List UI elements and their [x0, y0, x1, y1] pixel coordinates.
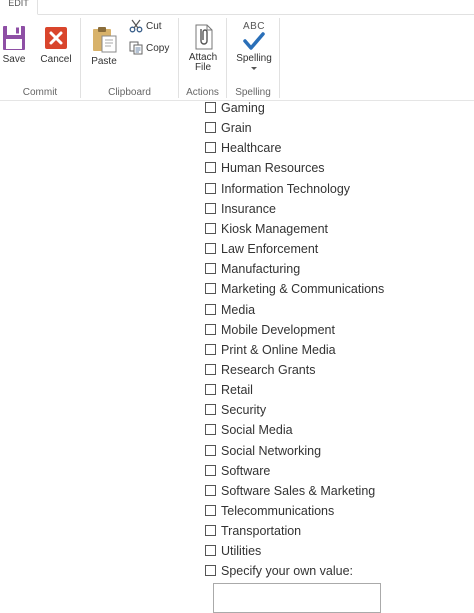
choice-checkbox[interactable] [205, 445, 216, 456]
choice-label: Security [221, 403, 267, 417]
choice-checkbox[interactable] [205, 122, 216, 133]
paste-button[interactable] [89, 25, 119, 67]
copy-icon [129, 41, 143, 55]
choice-checkbox[interactable] [205, 485, 216, 496]
cut-label: Cut [146, 21, 162, 32]
choice-checkbox[interactable] [205, 344, 216, 355]
save-button[interactable] [1, 25, 27, 65]
choice-label: Law Enforcement [221, 242, 319, 256]
choice-checkbox[interactable] [205, 324, 216, 335]
cancel-icon [44, 25, 68, 51]
choice-label: Transportation [221, 524, 302, 538]
choice-label: Utilities [221, 544, 262, 558]
choice-label: Retail [221, 383, 253, 397]
choice-label: Specify your own value: [221, 564, 354, 578]
save-icon [2, 25, 26, 51]
choice-label: Manufacturing [221, 262, 301, 276]
choice-checkbox[interactable] [205, 162, 216, 173]
cancel-button[interactable] [38, 25, 74, 65]
copy-label: Copy [146, 43, 170, 54]
cut-button[interactable] [129, 19, 162, 35]
scissors-icon [129, 19, 143, 33]
abc-text: ABC [242, 21, 266, 32]
choice-checkbox[interactable] [205, 263, 216, 274]
ribbon-divider [279, 18, 280, 98]
commit-group-label: Commit [22, 87, 58, 98]
ribbon [0, 15, 474, 101]
choice-label: Social Media [221, 423, 293, 437]
attach-label-line1: Attach [188, 52, 218, 63]
choice-checkbox[interactable] [205, 465, 216, 476]
choice-checkbox[interactable] [205, 404, 216, 415]
choice-label: Healthcare [221, 141, 282, 155]
spelling-group [227, 15, 279, 100]
choice-checkbox[interactable] [205, 505, 216, 516]
choice-checkbox[interactable] [205, 102, 216, 113]
spelling-button[interactable] [233, 22, 275, 72]
choice-label: Grain [221, 121, 252, 135]
cancel-label: Cancel [40, 54, 72, 65]
choice-checkbox[interactable] [205, 243, 216, 254]
choice-checkbox[interactable] [205, 304, 216, 315]
choice-label: Information Technology [221, 182, 351, 196]
choice-label: Software Sales & Marketing [221, 484, 376, 498]
paste-label: Paste [91, 56, 117, 67]
choice-checkbox[interactable] [205, 223, 216, 234]
choice-checkbox[interactable] [205, 525, 216, 536]
paste-icon [90, 25, 118, 53]
clipboard-group [81, 15, 178, 100]
choice-checkbox[interactable] [205, 203, 216, 214]
actions-group-label: Actions [186, 87, 219, 98]
choice-checkbox[interactable] [205, 545, 216, 556]
choice-label: Insurance [221, 202, 276, 216]
tab-edit[interactable]: EDIT [0, 0, 38, 15]
copy-button[interactable] [129, 41, 169, 57]
save-label: Save [2, 54, 26, 65]
attach-file-button[interactable] [185, 23, 221, 73]
choice-checkbox[interactable] [205, 384, 216, 395]
clipboard-group-label: Clipboard [108, 87, 151, 98]
attach-label-line2: File [194, 62, 212, 73]
choice-checkbox[interactable] [205, 565, 216, 576]
choice-label: Social Networking [221, 444, 322, 458]
choice-checkbox[interactable] [205, 364, 216, 375]
choice-checkbox[interactable] [205, 283, 216, 294]
spell-check-icon [241, 32, 267, 52]
choice-label: Media [221, 303, 256, 317]
choice-label: Human Resources [221, 161, 325, 175]
spelling-group-label: Spelling [235, 87, 271, 98]
spelling-label: Spelling [236, 53, 272, 64]
choice-label: Marketing & Communications [221, 282, 385, 296]
choice-label: Research Grants [221, 363, 316, 377]
choice-label: Telecommunications [221, 504, 335, 518]
own-value-input[interactable] [213, 583, 381, 613]
choice-label: Kiosk Management [221, 222, 329, 236]
choice-checkbox[interactable] [205, 183, 216, 194]
paperclip-icon [191, 23, 215, 51]
choice-checkbox[interactable] [205, 142, 216, 153]
choice-checkbox[interactable] [205, 424, 216, 435]
chevron-down-icon [250, 66, 258, 72]
ribbon-tab-bar [0, 0, 474, 15]
choice-label: Gaming [221, 101, 265, 115]
choice-label: Print & Online Media [221, 343, 336, 357]
choice-label: Mobile Development [221, 323, 335, 337]
actions-group [179, 15, 226, 100]
choice-label: Software [221, 464, 271, 478]
commit-group [0, 15, 80, 100]
